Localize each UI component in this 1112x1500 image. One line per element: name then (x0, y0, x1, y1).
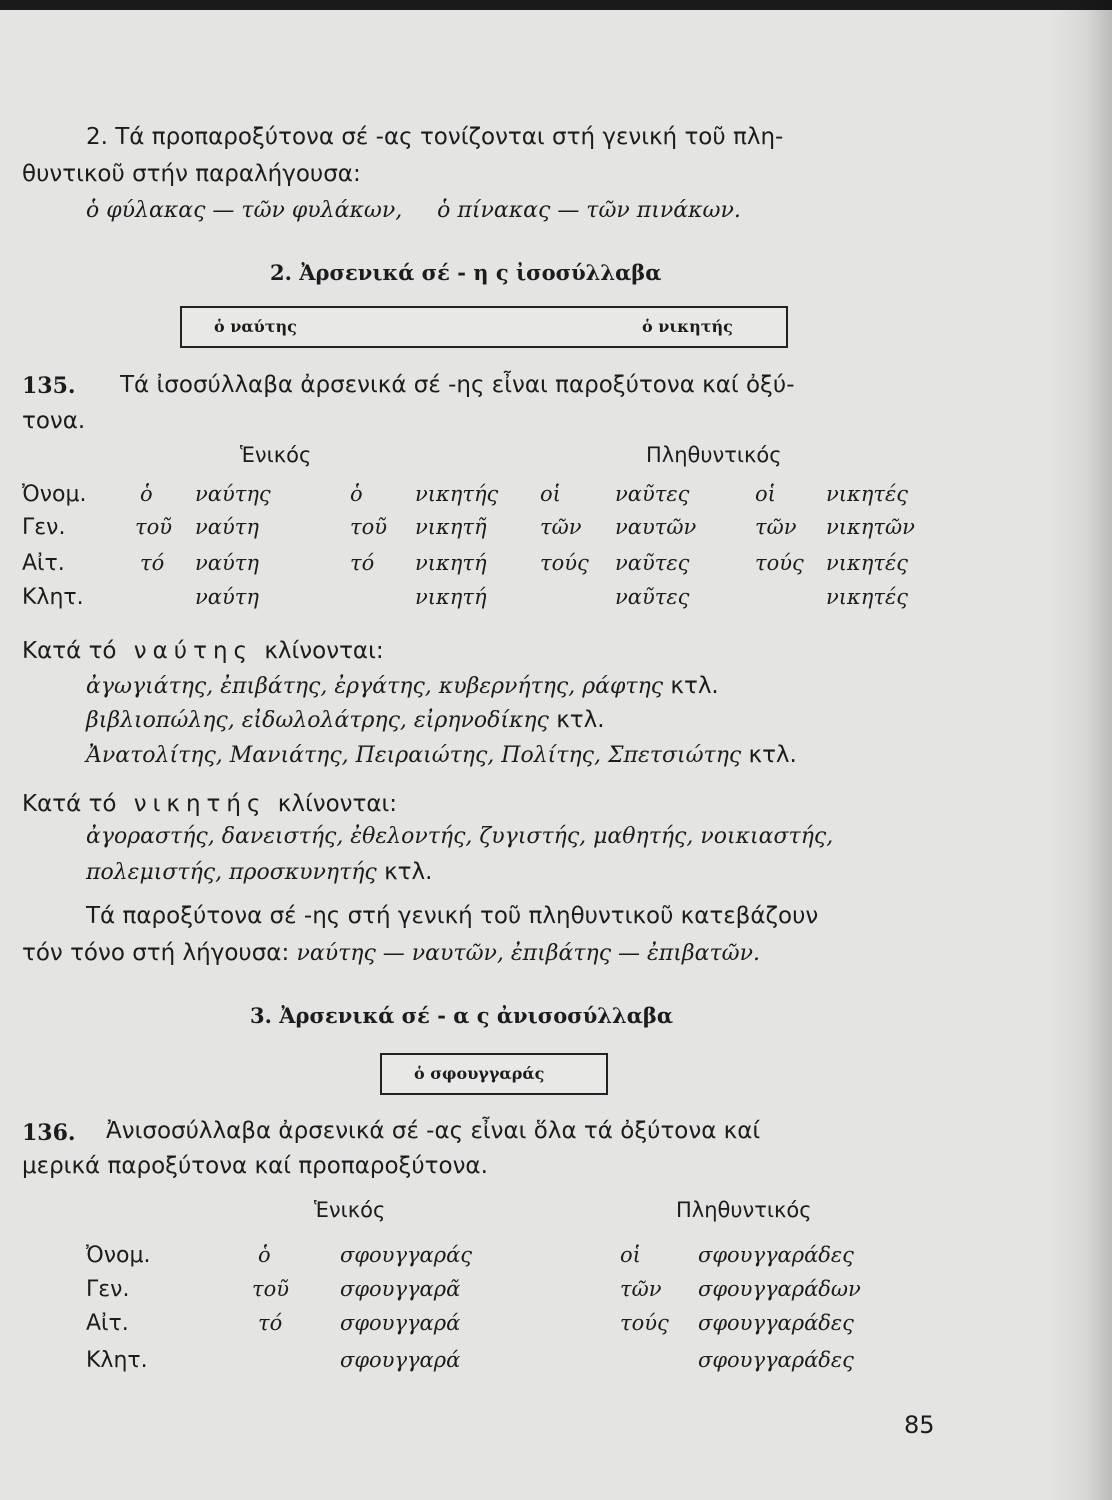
table-cell: σφουγγαράδες (698, 1311, 854, 1335)
nikitis-examples-2-words: πολεμιστής, προσκυνητής (86, 860, 377, 885)
paragraph-136-line-1: Ἀνισοσύλλαβα ἀρσενικά σέ -ας εἶναι ὅλα τά ὀξύτονα καί (106, 1118, 761, 1144)
table-cell: ὁ (258, 1243, 271, 1267)
table-cell: νικητές (826, 482, 909, 506)
table-cell: νικητές (826, 551, 909, 575)
table-cell: σφουγγαράδες (698, 1348, 854, 1372)
table-cell: οἱ (755, 482, 776, 506)
table-cell: ὁ (350, 482, 363, 506)
page-number: 85 (904, 1411, 935, 1439)
table-cell: οἱ (540, 482, 561, 506)
paragraph-135-line-2: τονα. (22, 408, 86, 434)
nautis-examples-3 (86, 744, 797, 767)
table-cell: νικητή (415, 585, 487, 609)
table-row-case: Κλητ. (22, 585, 84, 610)
table-cell: ναύτη (195, 551, 259, 575)
nikitis-examples-1: ἀγοραστής, δανειστής, ἐθελοντής, ζυγιστής, μαθητής, νοικιαστής, (86, 824, 834, 849)
table-cell: ναῦτες (615, 551, 690, 575)
etc-label: κτλ. (670, 673, 719, 699)
table-cell: τῶν (620, 1277, 662, 1301)
table-row-case: Γεν. (86, 1277, 130, 1302)
table-cell: τούς (540, 551, 589, 575)
kata-nikitis-pre: Κατά τό (22, 791, 117, 817)
table-cell: σφουγγαρά (340, 1311, 461, 1335)
etc-label: κτλ. (384, 859, 433, 885)
page-edge-shadow (1050, 0, 1112, 1500)
table-cell: νικητές (826, 585, 909, 609)
table-cell: τοῦ (350, 515, 388, 539)
table-cell: τούς (620, 1311, 669, 1335)
table-cell: νικητή (415, 551, 487, 575)
table-135-header-singular: Ἑνικός (240, 443, 312, 467)
nautis-examples-3-words: Ἀνατολίτης, Μανιάτης, Πειραιώτης, Πολίτης, Σπετσιώτης (86, 743, 742, 768)
table-row-case: Αἰτ. (22, 551, 65, 576)
kata-nautis-post: κλίνονται: (264, 638, 384, 664)
rule-line-2-text: τόν τόνο στή λήγουσα: (22, 940, 290, 966)
table-cell: ὁ (140, 482, 153, 506)
table-row-case: Ὀνομ. (86, 1243, 151, 1268)
table-cell: ναῦτες (615, 482, 690, 506)
table-cell: τοῦ (135, 515, 173, 539)
table-cell: τούς (755, 551, 804, 575)
table-row-case: Κλητ. (86, 1348, 148, 1373)
kata-nikitis-post: κλίνονται: (277, 791, 398, 817)
intro-examples: ὁ φύλακας — τῶν φυλάκων, ὁ πίνακας — τῶν πινάκων. (86, 198, 741, 223)
table-136-header-plural: Πληθυντικός (676, 1198, 812, 1222)
table-row-case: Ὀνομ. (22, 482, 87, 507)
nautis-examples-2-words: βιβλιοπώλης, εἰδωλολάτρης, εἰρηνοδίκης (86, 708, 549, 733)
table-row-case: Αἰτ. (86, 1311, 129, 1336)
box-sfoungaras: ὁ σφουγγαράς (414, 1064, 545, 1083)
table-cell: σφουγγαρά (340, 1348, 461, 1372)
nautis-examples-1-words: ἀγωγιάτης, ἐπιβάτης, ἐργάτης, κυβερνήτης, ράφτης (86, 674, 664, 699)
kata-nikitis-line (22, 793, 397, 816)
scan-top-border (0, 0, 1112, 10)
table-135-header-plural: Πληθυντικός (646, 443, 782, 467)
table-cell: νικητῆ (415, 515, 487, 539)
rule-line-2-example: ναύτης — ναυτῶν, ἐπιβάτης — ἐπιβατῶν. (296, 941, 760, 966)
table-cell: σφουγγαράδων (698, 1277, 861, 1301)
etc-label: κτλ. (556, 707, 605, 733)
table-cell: ναυτῶν (615, 515, 697, 539)
paragraph-135-number: 135. (22, 373, 76, 399)
table-cell: τό (140, 551, 165, 575)
box-nautis: ὁ ναύτης (214, 317, 297, 336)
intro-line-2: θυντικοῦ στήν παραλήγουσα: (22, 161, 361, 187)
table-cell: νικητής (415, 482, 499, 506)
etc-label: κτλ. (748, 742, 797, 768)
nautis-examples-1 (86, 675, 719, 698)
table-cell: σφουγγαράς (340, 1243, 473, 1267)
table-cell: σφουγγαράδες (698, 1243, 854, 1267)
table-cell: τοῦ (252, 1277, 290, 1301)
table-row-case: Γεν. (22, 515, 66, 540)
section-2-heading: 2. Ἀρσενικά σέ - η ς ἰσοσύλλαβα (270, 260, 662, 285)
section-2-example-box (180, 306, 788, 348)
nautis-examples-2 (86, 709, 605, 732)
table-cell: ναύτης (195, 482, 271, 506)
table-cell: ναῦτες (615, 585, 690, 609)
section-3-heading: 3. Ἀρσενικά σέ - α ς ἀνισοσύλλαβα (250, 1003, 673, 1028)
intro-line-1: 2. Τά προπαροξύτονα σέ -ας τονίζονται στή γενική τοῦ πλη- (86, 124, 784, 150)
paragraph-135-line-1: Τά ἰσοσύλλαβα ἀρσενικά σέ -ης εἶναι παροξύτονα καί ὀξύ- (120, 372, 795, 398)
kata-nautis-line (22, 640, 384, 663)
section-3-example-box (380, 1053, 608, 1095)
table-cell: οἱ (620, 1243, 641, 1267)
table-cell: τό (258, 1311, 283, 1335)
paragraph-136-number: 136. (22, 1120, 76, 1146)
rule-line-2 (22, 942, 760, 965)
table-cell: τῶν (755, 515, 797, 539)
table-136-header-singular: Ἑνικός (314, 1198, 386, 1222)
table-cell: σφουγγαρᾶ (340, 1277, 461, 1301)
table-cell: τό (350, 551, 375, 575)
kata-nautis-word: ναύτης (133, 638, 254, 664)
box-nikitis: ὁ νικητής (642, 317, 733, 336)
nikitis-examples-2 (86, 861, 432, 884)
kata-nautis-pre: Κατά τό (22, 638, 117, 664)
table-cell: ναύτη (195, 585, 259, 609)
kata-nikitis-word: νικητής (133, 791, 267, 817)
table-cell: ναύτη (195, 515, 259, 539)
rule-line-1: Τά παροξύτονα σέ -ης στή γενική τοῦ πληθυντικοῦ κατεβάζουν (86, 903, 819, 929)
table-cell: νικητῶν (826, 515, 915, 539)
table-cell: τῶν (540, 515, 582, 539)
paragraph-136-line-2: μερικά παροξύτονα καί προπαροξύτονα. (22, 1153, 488, 1179)
